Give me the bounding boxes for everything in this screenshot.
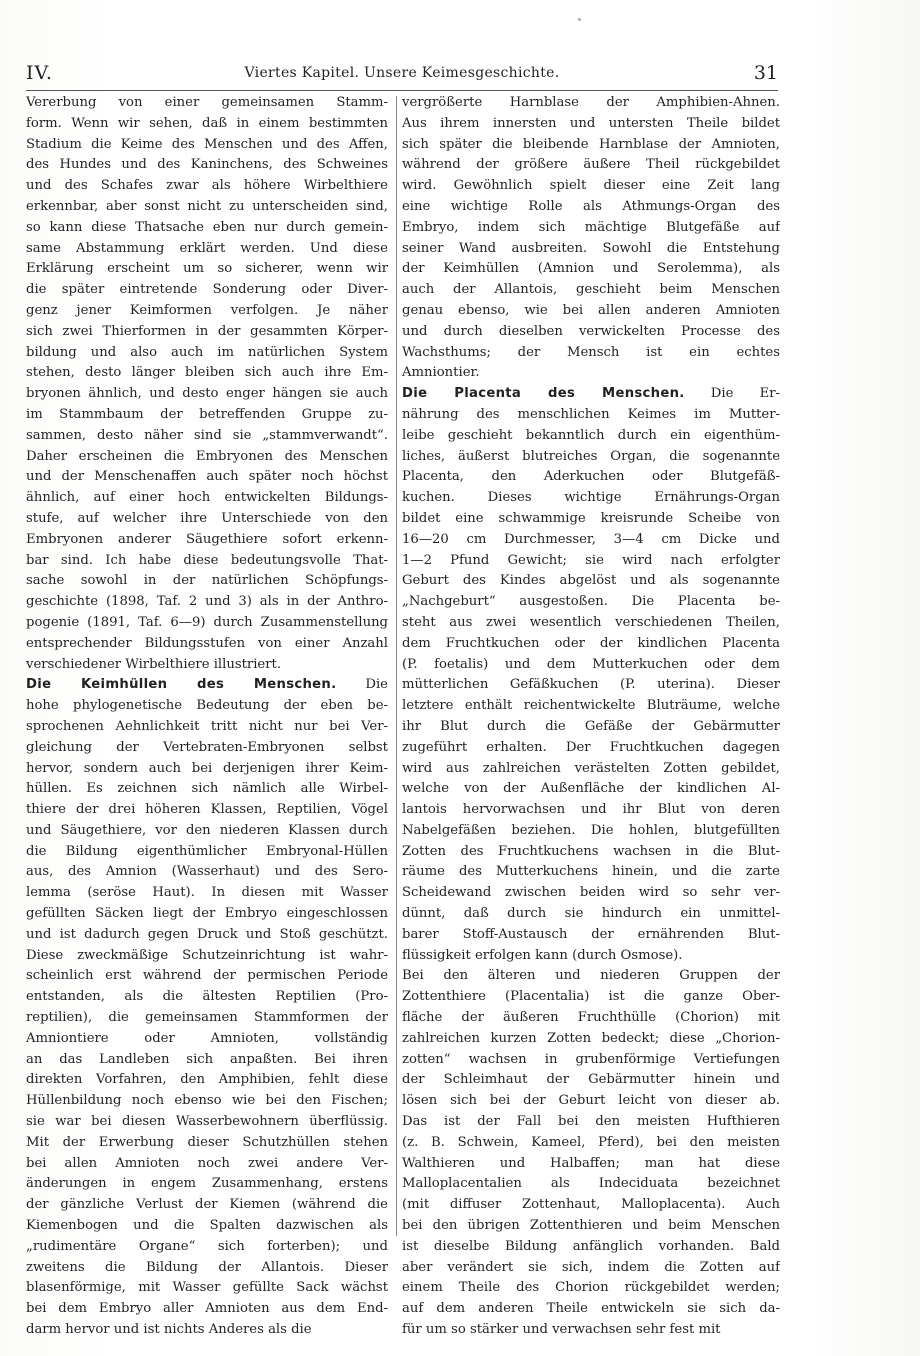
text-line: sich später die bleibende Harnblase der Amnioten, bbox=[402, 136, 780, 152]
text-line: und durch dieselben verwickelten Processe des bbox=[402, 323, 780, 339]
text-line: räume des Mutterkuchens hinein, und die zarte bbox=[402, 864, 780, 880]
text-line: bildung und also auch im natürlichen System bbox=[26, 344, 388, 360]
text-line: scheinlich erst während der permischen Periode bbox=[26, 968, 388, 984]
text-line: an das Landleben sich anpaßten. Bei ihren bbox=[26, 1051, 388, 1067]
text-line: die Bildung eigenthümlicher Embryonal-Hüllen bbox=[26, 843, 388, 859]
page-number: 31 bbox=[753, 62, 778, 84]
text-line: des Hundes und des Kaninchens, des Schweines bbox=[26, 157, 388, 173]
text-line: lösen sich bei der Geburt leicht von dieser ab. bbox=[402, 1093, 780, 1109]
text-line: dem Fruchtkuchen oder der kindlichen Placenta bbox=[402, 635, 780, 651]
text-line: Geburt des Kindes abgelöst und als sogenannte bbox=[402, 573, 780, 589]
text-line: für um so stärker und verwachsen sehr fest mit bbox=[402, 1322, 721, 1338]
section-heading-line: Die Keimhüllen des Menschen. Die bbox=[26, 677, 388, 693]
text-line: der Keimhüllen (Amnion und Serolemma), als bbox=[402, 261, 780, 277]
text-line: Bei den älteren und niederen Gruppen der bbox=[402, 968, 780, 984]
text-line: direkten Vorfahren, den Amphibien, fehlt diese bbox=[26, 1072, 388, 1088]
section-heading: Die Keimhüllen des Menschen. bbox=[26, 677, 337, 693]
text-line: pogenie (1891, Taf. 6—9) durch Zusammenstellung bbox=[26, 614, 388, 630]
column-divider bbox=[396, 96, 397, 1236]
text-line: Scheidewand zwischen beiden wird so sehr ver- bbox=[402, 885, 780, 901]
text-line: barer Stoff-Austausch der ernährenden Blut- bbox=[402, 926, 780, 942]
text-line: Amniontiere oder Amnioten, vollständig bbox=[26, 1030, 388, 1046]
text-line: hervor, sondern auch bei derjenigen ihrer Keim- bbox=[26, 760, 388, 776]
text-line: kuchen. Dieses wichtige Ernährungs-Organ bbox=[402, 490, 780, 506]
text-line: flüssigkeit erfolgen kann (durch Osmose). bbox=[402, 947, 683, 963]
section-heading: Die Placenta des Menschen. bbox=[402, 386, 685, 402]
text-line: verschiedener Wirbelthiere illustriert. bbox=[26, 656, 282, 672]
paper-speck bbox=[578, 18, 581, 21]
right-column bbox=[402, 93, 780, 1341]
text-line: fläche der äußeren Fruchthülle (Chorion) mit bbox=[402, 1010, 780, 1026]
text-line: blasenförmige, mit Wasser gefüllte Sack wächst bbox=[26, 1280, 388, 1296]
text-line: und der Menschenaffen auch später noch höchst bbox=[26, 469, 388, 485]
text-line: 1—2 Pfund Gewicht; sie wird nach erfolgter bbox=[402, 552, 780, 568]
text-line: eine wichtige Rolle als Athmungs-Organ des bbox=[402, 198, 780, 214]
text-line: der Schleimhaut der Gebärmutter hinein und bbox=[402, 1072, 780, 1088]
text-line: Walthieren und Halbaffen; man hat diese bbox=[402, 1155, 780, 1171]
text-line: form. Wenn wir sehen, daß in einem bestimmten bbox=[26, 115, 388, 131]
text-line: bildet eine schwammige kreisrunde Scheibe von bbox=[402, 510, 780, 526]
text-line: Erklärung erscheint um so sicherer, wenn wir bbox=[26, 261, 388, 277]
text-line: sich zwei Thierformen in der gesammten Körper- bbox=[26, 323, 388, 339]
text-line: entsprechender Bildungsstufen von einer Anzahl bbox=[26, 635, 388, 651]
text-line: genau ebenso, wie bei allen anderen Amnioten bbox=[402, 302, 780, 318]
running-title: Viertes Kapitel. Unsere Keimesgeschichte. bbox=[244, 65, 560, 81]
text-line: Hüllenbildung noch ebenso wie bei den Fischen; bbox=[26, 1093, 388, 1109]
text-line: Das ist der Fall bei den meisten Hufthieren bbox=[402, 1114, 780, 1130]
text-line: zweitens die Bildung der Allantois. Dieser bbox=[26, 1259, 388, 1275]
text-line: Nabelgefäßen beziehen. Die hohlen, blutgefüllten bbox=[402, 822, 780, 838]
text-line: same Abstammung erklärt werden. Und diese bbox=[26, 240, 388, 256]
text-line: änderungen in engem Zusammenhang, erstens bbox=[26, 1176, 388, 1192]
text-line: im Stammbaum der betreffenden Gruppe zu- bbox=[26, 406, 388, 422]
text-line: auf dem anderen Theile entwickeln sie sich da- bbox=[402, 1301, 780, 1317]
chapter-number: IV. bbox=[26, 62, 53, 84]
text-line: zahlreichen kurzen Zotten bedeckt; diese „Chorion- bbox=[402, 1030, 780, 1046]
text-line: bei den übrigen Zottenthieren und beim Menschen bbox=[402, 1218, 780, 1234]
text-line: wird aus zahlreichen verästelten Zotten gebildet, bbox=[402, 760, 780, 776]
text-line: (z. B. Schwein, Kameel, Pferd), bei den meisten bbox=[402, 1134, 780, 1150]
text-line: Malloplacentalien als Indeciduata bezeichnet bbox=[402, 1176, 780, 1192]
text-line: Daher erscheinen die Embryonen des Menschen bbox=[26, 448, 388, 464]
text-line: 16—20 cm Durchmesser, 3—4 cm Dicke und bbox=[402, 531, 780, 547]
text-line: nährung des menschlichen Keimes im Mutter- bbox=[402, 406, 780, 422]
text-line: (P. foetalis) und dem Mutterkuchen oder dem bbox=[402, 656, 780, 672]
text-line: auch der Allantois, geschieht beim Menschen bbox=[402, 282, 780, 298]
text-line: Placenta, den Aderkuchen oder Blutgefäß- bbox=[402, 469, 780, 485]
text-line: einem Theile des Chorion rückgebildet werden; bbox=[402, 1280, 780, 1296]
text-line: Wachsthums; der Mensch ist ein echtes bbox=[402, 344, 780, 360]
text-line: und des Schafes zwar als höhere Wirbelthiere bbox=[26, 178, 388, 194]
text-line: Vererbung von einer gemeinsamen Stamm- bbox=[26, 95, 388, 110]
text-line: Zottenthiere (Placentalia) ist die ganze Ober- bbox=[402, 989, 780, 1005]
text-line: entstanden, als die ältesten Reptilien (Pro- bbox=[26, 989, 388, 1005]
section-heading-line: Die Placenta des Menschen. Die Er- bbox=[402, 386, 780, 402]
text-line: sache sowohl in der natürlichen Schöpfungs- bbox=[26, 573, 388, 589]
text-line: welche von der Außenfläche der kindlichen Al- bbox=[402, 781, 780, 797]
text-line: thiere der drei höheren Klassen, Reptilien, Vögel bbox=[26, 802, 388, 818]
text-line: bar sind. Ich habe diese bedeutungsvolle That- bbox=[26, 552, 388, 568]
text-line: (mit diffuser Zottenhaut, Malloplacenta). Auch bbox=[402, 1197, 780, 1213]
text-line: genz jener Keimformen verfolgen. Je näher bbox=[26, 302, 388, 318]
text-line: hüllen. Es zeichnen sich nämlich alle Wirbel- bbox=[26, 781, 388, 797]
text-line: Diese zweckmäßige Schutzeinrichtung ist wahr- bbox=[26, 947, 388, 963]
text-line: Aus ihrem innersten und untersten Theile bildet bbox=[402, 115, 780, 131]
text-line: bei dem Embryo aller Amnioten aus dem End- bbox=[26, 1301, 388, 1317]
text-line: Embryo, indem sich mächtige Blutgefäße auf bbox=[402, 219, 780, 235]
text-line: stehen, desto länger bleiben sich auch ihre Em- bbox=[26, 365, 388, 381]
text-line: lantois hervorwachsen und ihr Blut von deren bbox=[402, 802, 780, 818]
text-line: liches, äußerst blutreiches Organ, die sogenannte bbox=[402, 448, 780, 464]
text-line: der gänzliche Verlust der Kiemen (während die bbox=[26, 1197, 388, 1213]
text-line: leibe geschieht bekanntlich durch ein eigenthüm- bbox=[402, 427, 780, 443]
text-line: aus, des Amnion (Wasserhaut) und des Sero- bbox=[26, 864, 388, 880]
running-header bbox=[26, 62, 778, 88]
text-line: die später eintretende Sonderung oder Diver- bbox=[26, 282, 388, 298]
text-line: ist dieselbe Bildung anfänglich vorhanden. Bald bbox=[402, 1238, 780, 1254]
header-rule bbox=[26, 90, 778, 91]
text-line: bryonen ähnlich, und desto enger hängen sie auch bbox=[26, 386, 388, 402]
text-line: während der größere äußere Theil rückgebildet bbox=[402, 157, 780, 173]
text-line: Zotten des Fruchtkuchens wachsen in die Blut- bbox=[402, 843, 780, 859]
text-line: reptilien), die gemeinsamen Stammformen der bbox=[26, 1010, 388, 1026]
text-line: lemma (seröse Haut). In diesen mit Wasser bbox=[26, 885, 388, 901]
text-line: seiner Wand ausbreiten. Sowohl die Entstehung bbox=[402, 240, 780, 256]
text-line: vergrößerte Harnblase der Amphibien-Ahnen. bbox=[402, 95, 780, 110]
text-line: sprochenen Aehnlichkeit tritt nicht nur bei Ver- bbox=[26, 718, 388, 734]
text-line: aber verändert sie sich, indem die Zotten auf bbox=[402, 1259, 780, 1275]
text-line: Mit der Erwerbung dieser Schutzhüllen stehen bbox=[26, 1134, 388, 1150]
text-line: „rudimentäre Organe“ sich forterben); und bbox=[26, 1238, 388, 1254]
text-line: zugeführt erhalten. Der Fruchtkuchen dagegen bbox=[402, 739, 780, 755]
text-line: sie war bei diesen Wasserbewohnern überflüssig. bbox=[26, 1114, 388, 1130]
text-line: Embryonen anderer Säugethiere sofort erkenn- bbox=[26, 531, 388, 547]
text-line: und Säugethiere, vor den niederen Klassen durch bbox=[26, 822, 388, 838]
text-line: Stadium die Keime des Menschen und des Affen, bbox=[26, 136, 388, 152]
text-line: sammen, desto näher sind sie „stammverwandt“. bbox=[26, 427, 388, 443]
text-line: gefüllten Säcken liegt der Embryo eingeschlossen bbox=[26, 906, 388, 922]
text-line: „Nachgeburt“ ausgestoßen. Die Placenta be- bbox=[402, 594, 780, 610]
text-line: und ist dadurch gegen Druck und Stoß geschützt. bbox=[26, 926, 388, 942]
text-line: so kann diese Thatsache eben nur durch gemein- bbox=[26, 219, 388, 235]
text-line: letztere enthält reichentwickelte Bluträume, welche bbox=[402, 698, 780, 714]
text-line: Amniontier. bbox=[402, 365, 480, 381]
text-line: hohe phylogenetische Bedeutung der eben be- bbox=[26, 698, 388, 714]
left-column bbox=[26, 93, 388, 1341]
text-line: bei allen Amnioten noch zwei andere Ver- bbox=[26, 1155, 388, 1171]
text-line: Kiemenbogen und die Spalten dazwischen als bbox=[26, 1218, 388, 1234]
text-line: wird. Gewöhnlich spielt dieser eine Zeit lang bbox=[402, 178, 780, 194]
text-line: stufe, auf welcher ihre Unterschiede von den bbox=[26, 510, 388, 526]
text-line: darm hervor und ist nichts Anderes als die bbox=[26, 1322, 312, 1338]
text-line: geschichte (1898, Taf. 2 und 3) als in der Anthro- bbox=[26, 594, 388, 610]
text-line: gleichung der Vertebraten-Embryonen selbst bbox=[26, 739, 388, 755]
text-line: zotten“ wachsen in grubenförmige Vertiefungen bbox=[402, 1051, 780, 1067]
text-line: steht aus zwei wesentlich verschiedenen Theilen, bbox=[402, 614, 780, 630]
text-line: mütterlichen Gefäßkuchen (P. uterina). Dieser bbox=[402, 677, 780, 693]
text-line: erkennbar, aber sonst nicht zu unterscheiden sind, bbox=[26, 198, 388, 214]
text-line: dünnt, daß durch sie hindurch ein unmittel- bbox=[402, 906, 780, 922]
text-line: ihr Blut durch die Gefäße der Gebärmutter bbox=[402, 718, 780, 734]
text-line: ähnlich, auf einer hoch entwickelten Bildungs- bbox=[26, 490, 388, 506]
